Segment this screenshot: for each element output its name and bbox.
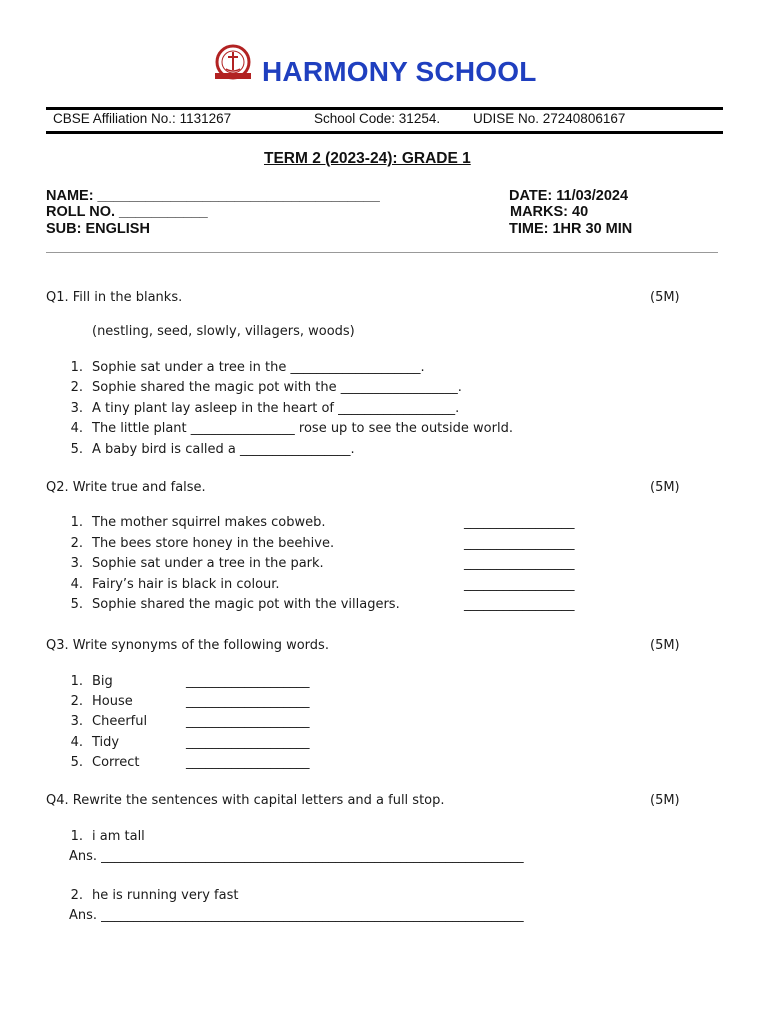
q4-answer-line: Ans. _________________________________________________________________ — [69, 849, 524, 864]
q1-item-text: A baby bird is called a _________________. — [92, 442, 355, 457]
udise-number: UDISE No. 27240806167 — [473, 111, 626, 126]
q2-item-text: The bees store honey in the beehive. — [92, 536, 335, 551]
q1-marks: (5M) — [650, 290, 680, 305]
header-top-rule — [46, 107, 723, 110]
q2-answer-blank: _________________ — [464, 536, 575, 551]
q4-item-number: 1. — [70, 829, 83, 844]
q2-marks: (5M) — [650, 480, 680, 495]
q1-item-number: 2. — [70, 380, 83, 395]
q1-item-text: Sophie shared the magic pot with the __________________. — [92, 380, 462, 395]
q2-item-number: 3. — [70, 556, 83, 571]
q2-answer-blank: _________________ — [464, 577, 575, 592]
q3-item-word: Big — [92, 674, 113, 689]
q1-title: Q1. Fill in the blanks. — [46, 290, 183, 305]
header-bottom-rule — [46, 131, 723, 134]
q4-title: Q4. Rewrite the sentences with capital letters and a full stop. — [46, 793, 445, 808]
q2-answer-blank: _________________ — [464, 597, 575, 612]
q2-title: Q2. Write true and false. — [46, 480, 206, 495]
q3-answer-blank: ___________________ — [186, 735, 310, 750]
q1-item-number: 4. — [70, 421, 83, 436]
q3-item-number: 4. — [70, 735, 83, 750]
school-crest-icon — [206, 42, 260, 84]
q1-word-bank: (nestling, seed, slowly, villagers, woods) — [92, 324, 355, 339]
q4-item-sentence: he is running very fast — [92, 888, 239, 903]
q4-marks: (5M) — [650, 793, 680, 808]
exam-term-title: TERM 2 (2023-24): GRADE 1 — [264, 150, 471, 167]
q2-item-number: 4. — [70, 577, 83, 592]
q3-item-number: 3. — [70, 714, 83, 729]
q4-item-number: 2. — [70, 888, 83, 903]
q3-item-word: Correct — [92, 755, 140, 770]
q3-item-number: 2. — [70, 694, 83, 709]
exam-time: TIME: 1HR 30 MIN — [509, 221, 633, 237]
q3-item-number: 1. — [70, 674, 83, 689]
q2-item-text: Sophie sat under a tree in the park. — [92, 556, 324, 571]
q2-answer-blank: _________________ — [464, 556, 575, 571]
q2-answer-blank: _________________ — [464, 515, 575, 530]
exam-marks: MARKS: 40 — [510, 204, 589, 220]
q2-item-number: 1. — [70, 515, 83, 530]
affiliation-number: CBSE Affiliation No.: 1131267 — [53, 111, 232, 126]
q3-item-word: House — [92, 694, 133, 709]
info-divider — [46, 252, 718, 253]
q2-item-text: The mother squirrel makes cobweb. — [92, 515, 326, 530]
q1-item-text: The little plant ________________ rose up to see the outside world. — [92, 421, 513, 436]
q1-item-number: 3. — [70, 401, 83, 416]
q1-item-text: A tiny plant lay asleep in the heart of __________________. — [92, 401, 460, 416]
school-code: School Code: 31254. — [314, 111, 441, 126]
q3-item-number: 5. — [70, 755, 83, 770]
q1-item-number: 5. — [70, 442, 83, 457]
school-name: HARMONY SCHOOL — [262, 56, 537, 87]
q3-answer-blank: ___________________ — [186, 694, 310, 709]
roll-number-field: ROLL NO. ___________ — [46, 204, 208, 220]
q1-item-number: 1. — [70, 360, 83, 375]
q3-title: Q3. Write synonyms of the following words. — [46, 638, 329, 653]
q4-answer-line: Ans. _________________________________________________________________ — [69, 908, 524, 923]
q2-item-text: Sophie shared the magic pot with the villagers. — [92, 597, 400, 612]
subject-label: SUB: ENGLISH — [46, 221, 150, 237]
q3-answer-blank: ___________________ — [186, 755, 310, 770]
q3-answer-blank: ___________________ — [186, 714, 310, 729]
q2-item-number: 2. — [70, 536, 83, 551]
q2-item-number: 5. — [70, 597, 83, 612]
q3-marks: (5M) — [650, 638, 680, 653]
exam-date: DATE: 11/03/2024 — [509, 188, 629, 204]
name-field: NAME: ___________________________________ — [46, 188, 380, 204]
q3-item-word: Cheerful — [92, 714, 148, 729]
q3-item-word: Tidy — [92, 735, 120, 750]
q2-item-text: Fairy’s hair is black in colour. — [92, 577, 280, 592]
q4-item-sentence: i am tall — [92, 829, 145, 844]
q3-answer-blank: ___________________ — [186, 674, 310, 689]
q1-item-text: Sophie sat under a tree in the ____________________. — [92, 360, 425, 375]
